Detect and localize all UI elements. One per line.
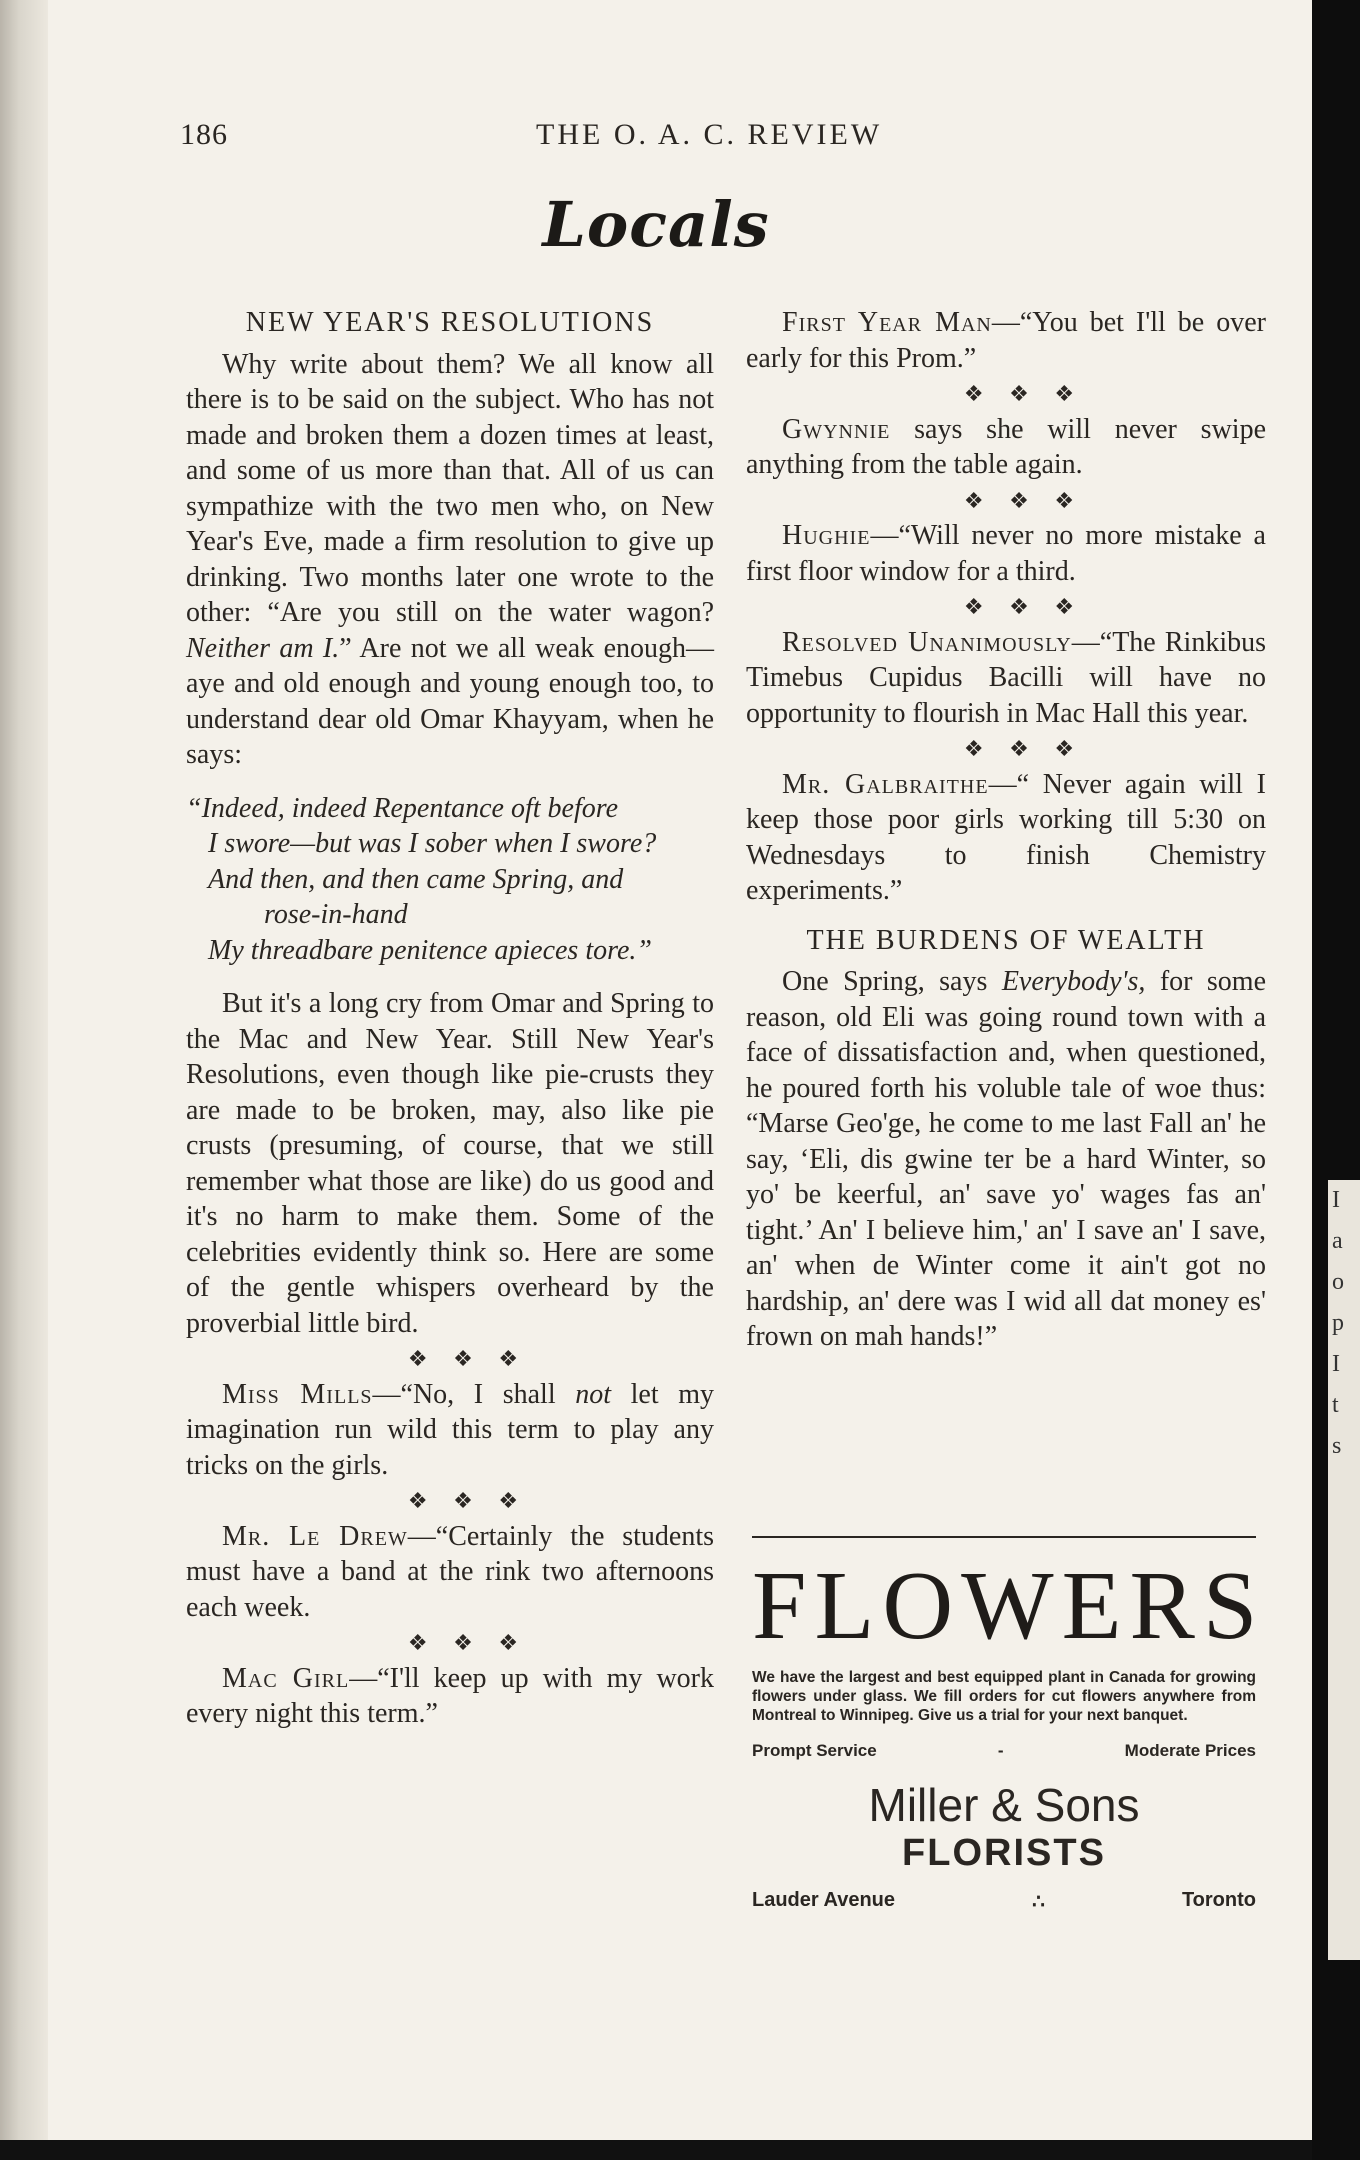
resolution-item: First Year Man—“You bet I'll be over early for this Prom.”	[746, 307, 1266, 374]
ad-city: Toronto	[1181, 1889, 1256, 1911]
adjacent-fragment: I	[1332, 1187, 1340, 1213]
ad-company-name: Miller & Sons	[868, 1779, 1140, 1831]
resolution-item: Miss Mills—“No, I shall not let my imagination run wild this term to play any tricks on the girls.	[186, 1378, 715, 1481]
ad-headline: FLOWERS	[752, 1552, 1266, 1660]
resolution-item: Gwynnie says she will never swipe anything from the table again.	[746, 413, 1267, 480]
resolution-item: Resolved Unanimously—“The Rinkibus Timebus Cupidus Bacilli will have no opportunity to flourish in Mac Hall this year.	[746, 626, 1267, 729]
ornament-divider: ❖ ❖ ❖	[407, 1630, 529, 1655]
adjacent-fragment: t	[1332, 1392, 1339, 1418]
left-column	[186, 305, 714, 1732]
poem-line: I swore—but was I sober when I swore?	[208, 828, 657, 859]
right-column	[746, 305, 1266, 1355]
article-paragraph: But it's a long cry from Omar and Spring to the Mac and New Year. Still New Year's Resolutions, even though like pie-crusts they are made to be broken, may, also like pie crusts (presuming, of course, that we still remember what those are like) do us good and it's no harm to make them. Some of the celebrities evidently think so. Here are some of the gentle whispers overheard by the proverbial little bird.	[186, 988, 714, 1339]
ad-body-text: We have the largest and best equipped plant in Canada for growing flowers under glass. We fill orders for cut flowers anywhere from Montreal to Winnipeg. Give us a trial for your next banquet.	[752, 1669, 1256, 1724]
ornament-divider: ❖ ❖ ❖	[963, 487, 1085, 513]
article-paragraph: Why write about them? We all know all there is to be said on the subject. Who has not made and broken them a dozen times at least, and some of us more than that. All of us can sympathize with the two men who, on New Year's Eve, made a firm resolution to give up drinking. Two months later one wrote to the other: “Are you still on the water wagon? Neither am I.” Are not we all weak enough—aye and old enough and young enough too, to understand dear old Omar Khayyam, when he says:	[186, 348, 714, 770]
resolution-item: Mac Girl—“I'll keep up with my work every night this term.”	[186, 1662, 714, 1729]
florist-advertisement	[752, 1536, 1266, 1914]
ad-right-tag: Moderate Prices	[1124, 1741, 1256, 1760]
resolution-item: Hughie—“Will never no more mistake a first floor window for a third.	[746, 520, 1266, 587]
ornament-divider: ❖ ❖ ❖	[963, 381, 1085, 406]
resolution-item: Mr. Le Drew—“Certainly the students must have a band at the rink two afternoons each week.	[186, 1520, 714, 1623]
book-gutter	[0, 0, 48, 2140]
resolution-item: Mr. Galbraithe—“ Never again will I keep those poor girls working till 5:30 on Wednesdays to finish Chemistry experiments.”	[746, 768, 1266, 906]
poem-line: My threadbare penitence apieces tore.”	[208, 934, 652, 966]
ad-service-row	[752, 1741, 1256, 1761]
ad-address: Lauder Avenue	[752, 1889, 895, 1911]
ornament-divider: ❖ ❖ ❖	[963, 736, 1085, 761]
adjacent-fragment: I	[1332, 1351, 1340, 1377]
adjacent-fragment: o	[1332, 1269, 1344, 1295]
adjacent-fragment: s	[1332, 1433, 1342, 1459]
ad-left-tag: Prompt Service	[752, 1741, 877, 1760]
article-heading: THE BURDENS OF WEALTH	[806, 924, 1206, 956]
ornament-divider: ❖ ❖ ❖	[407, 1488, 529, 1513]
scan-bottom-edge	[0, 2140, 1312, 2160]
section-title: Locals	[542, 188, 770, 261]
ad-separator: -	[997, 1741, 1004, 1760]
page-header	[180, 118, 960, 158]
ornament-divider: ❖ ❖ ❖	[407, 1346, 529, 1371]
adjacent-page-edge	[1312, 0, 1360, 2160]
poem-quote	[186, 791, 714, 969]
poem-line: “Indeed, indeed Repentance oft before	[186, 792, 619, 824]
adjacent-fragment: p	[1332, 1310, 1344, 1336]
running-title: THE O. A. C. REVIEW	[536, 118, 883, 151]
ad-dots: ∴	[1032, 1891, 1045, 1913]
ad-address-row	[752, 1889, 1256, 1914]
ad-top-rule	[752, 1536, 1256, 1538]
poem-line: And then, and then came Spring, and	[208, 863, 624, 895]
ad-trade: FLORISTS	[902, 1832, 1106, 1874]
article-heading: NEW YEAR'S RESOLUTIONS	[245, 307, 655, 338]
adjacent-page-sliver	[1328, 1180, 1360, 1960]
page-number: 186	[180, 118, 228, 151]
ornament-divider: ❖ ❖ ❖	[963, 594, 1085, 619]
poem-line: rose-in-hand	[264, 899, 408, 930]
article-paragraph: One Spring, says Everybody's, for some reason, old Eli was going round town with a face of dissatisfaction and, when questioned, he poured forth his voluble tale of woe thus: “Marse Geo'ge, he come to me last Fall an' he say, ‘Eli, dis gwine ter be a hard Winter, so yo' be keerful, an' save yo' wages fas an' tight.’ An' I believe him,' an' I save an' I save, an' when de Winter come it ain't got no hardship, an' dere was I wid all dat money es' frown on mah hands!”	[746, 966, 1267, 1352]
adjacent-fragment: a	[1332, 1228, 1343, 1254]
